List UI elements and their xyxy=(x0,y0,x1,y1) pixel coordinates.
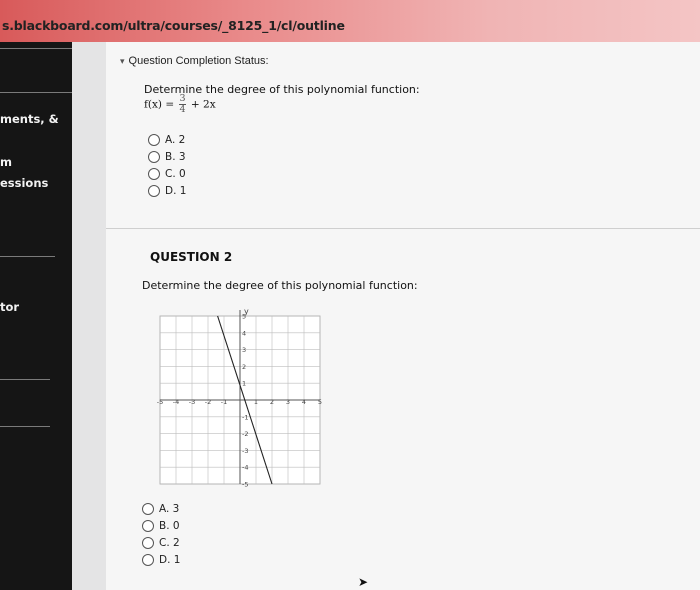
formula-lhs: f(x) = xyxy=(144,98,175,111)
x-tick-label: -5 xyxy=(156,398,164,406)
radio-button[interactable] xyxy=(142,503,154,515)
x-tick-label: 3 xyxy=(285,398,291,406)
question1-formula xyxy=(144,94,216,115)
x-tick-label: 4 xyxy=(301,398,307,406)
y-tick-label: -4 xyxy=(242,463,249,472)
question1-option-b[interactable] xyxy=(148,148,186,165)
sidebar-divider xyxy=(0,48,72,49)
option-label: B. 0 xyxy=(159,519,180,532)
formula-rhs: + 2x xyxy=(190,98,216,111)
mouse-cursor-icon: ➤ xyxy=(358,575,369,589)
browser-address-bar[interactable] xyxy=(0,0,700,42)
x-tick-label: 5 xyxy=(317,398,323,406)
y-tick-label: 5 xyxy=(242,312,247,321)
question-completion-status[interactable] xyxy=(120,55,269,67)
question2-prompt: Determine the degree of this polynomial function: xyxy=(142,279,418,292)
question2-option-b[interactable] xyxy=(142,517,180,534)
x-tick-label: 2 xyxy=(269,398,275,406)
y-tick-label: 4 xyxy=(242,329,247,338)
radio-button[interactable] xyxy=(142,537,154,549)
y-tick-label: -1 xyxy=(242,413,249,422)
option-label: B. 3 xyxy=(165,150,186,163)
y-tick-label: 1 xyxy=(242,379,247,388)
radio-button[interactable] xyxy=(142,520,154,532)
question1-option-c[interactable] xyxy=(148,165,186,182)
option-label: D. 1 xyxy=(165,184,187,197)
sidebar-item-2[interactable]: m xyxy=(0,155,12,169)
y-tick-label: -3 xyxy=(242,446,249,455)
radio-button[interactable] xyxy=(148,168,160,180)
radio-button[interactable] xyxy=(148,134,160,146)
radio-button[interactable] xyxy=(142,554,154,566)
option-label: D. 1 xyxy=(159,553,181,566)
question2-option-c[interactable] xyxy=(142,534,180,551)
y-tick-label: -2 xyxy=(242,430,249,439)
radio-button[interactable] xyxy=(148,151,160,163)
x-tick-label: -3 xyxy=(188,398,196,406)
fraction-denominator: 4 xyxy=(179,104,186,115)
y-axis-label: y xyxy=(244,307,249,316)
option-label: C. 0 xyxy=(165,167,186,180)
question-divider xyxy=(106,228,700,229)
question2-option-a[interactable] xyxy=(142,500,180,517)
y-tick-label: 3 xyxy=(242,346,247,355)
question1-option-a[interactable] xyxy=(148,131,186,148)
y-tick-label: 2 xyxy=(242,362,247,371)
formula-fraction xyxy=(179,94,185,115)
sidebar-item-3[interactable]: essions xyxy=(0,176,49,190)
sidebar-divider xyxy=(0,426,50,427)
content-gutter xyxy=(72,42,106,590)
sidebar-divider xyxy=(0,92,72,93)
sidebar-item-1[interactable]: ments, & xyxy=(0,112,59,126)
option-label: C. 2 xyxy=(159,536,180,549)
polynomial-graph xyxy=(156,304,324,490)
y-tick-label: -5 xyxy=(242,480,249,489)
question1-option-d[interactable] xyxy=(148,182,186,199)
course-sidebar xyxy=(0,42,72,590)
test-content xyxy=(106,42,700,590)
x-tick-label: -1 xyxy=(220,398,228,406)
question2-options xyxy=(142,500,180,568)
sidebar-item-4[interactable]: tor xyxy=(0,300,20,314)
option-label: A. 3 xyxy=(159,502,180,515)
x-tick-label: -4 xyxy=(172,398,180,406)
question2-option-d[interactable] xyxy=(142,551,180,568)
question1-prompt: Determine the degree of this polynomial function: xyxy=(144,83,420,96)
question2-header: QUESTION 2 xyxy=(150,250,233,264)
sidebar-divider xyxy=(0,379,50,380)
status-label: Question Completion Status: xyxy=(128,55,269,67)
sidebar-divider xyxy=(0,256,55,257)
question1-options xyxy=(148,131,186,199)
radio-button[interactable] xyxy=(148,185,160,197)
option-label: A. 2 xyxy=(165,133,186,146)
x-tick-label: 1 xyxy=(253,398,259,406)
url-text[interactable]: s.blackboard.com/ultra/courses/_8125_1/cl/outline xyxy=(2,18,345,33)
chevron-down-icon[interactable]: ▾ xyxy=(120,56,125,66)
x-tick-label: -2 xyxy=(204,398,212,406)
fraction-numerator: 3 xyxy=(179,93,186,104)
